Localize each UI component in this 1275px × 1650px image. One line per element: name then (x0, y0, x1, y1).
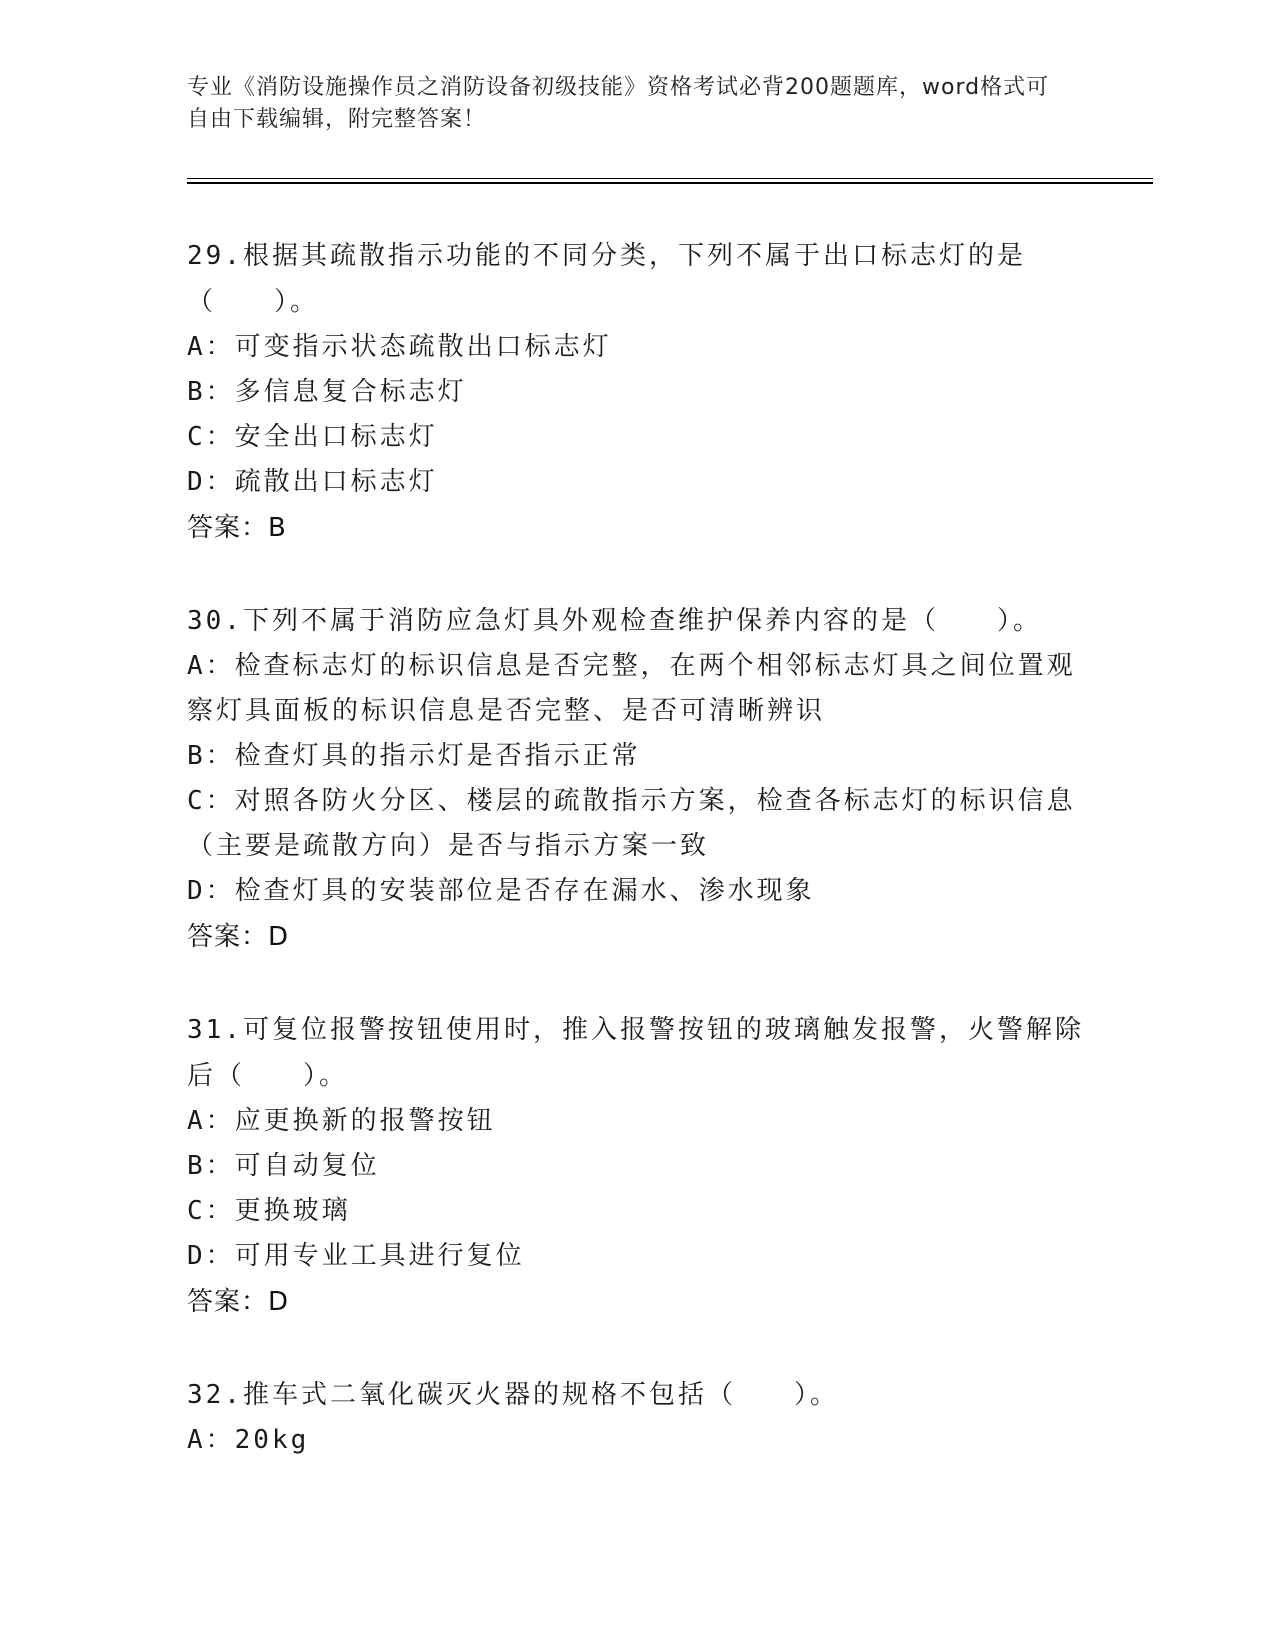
header-rule-top (187, 178, 1153, 179)
option-d: D：可用专业工具进行复位 (187, 1241, 525, 1271)
question-32 (187, 1372, 1087, 1463)
question-29 (187, 233, 1087, 551)
option-b: B：检查灯具的指示灯是否指示正常 (187, 741, 641, 771)
option-d: D：检查灯具的安装部位是否存在漏水、渗水现象 (187, 876, 815, 906)
question-stem: 31.可复位报警按钮使用时，推入报警按钮的玻璃触发报警，火警解除后（ ）。 (187, 1015, 1084, 1091)
header-rule-bottom (187, 182, 1153, 184)
answer: 答案：D (187, 922, 290, 952)
question-stem: 30.下列不属于消防应急灯具外观检查维护保养内容的是（ ）。 (187, 606, 1042, 636)
option-b: B：可自动复位 (187, 1151, 380, 1181)
question-31 (187, 1007, 1087, 1325)
question-30 (187, 598, 1087, 960)
option-c: C：对照各防火分区、楼层的疏散指示方案，检查各标志灯的标识信息（主要是疏散方向）是否与指示方案一致 (187, 786, 1076, 861)
document-header: 专业《消防设施操作员之消防设备初级技能》资格考试必背200题题库，word格式可自由下载编辑，附完整答案！ (187, 75, 1050, 132)
question-stem: 32.推车式二氧化碳灭火器的规格不包括（ ）。 (187, 1380, 839, 1410)
option-b: B：多信息复合标志灯 (187, 377, 467, 407)
option-a: A：20kg (187, 1425, 310, 1455)
option-c: C：更换玻璃 (187, 1196, 351, 1226)
answer: 答案：B (187, 513, 287, 543)
option-a: A：可变指示状态疏散出口标志灯 (187, 332, 612, 362)
option-d: D：疏散出口标志灯 (187, 467, 438, 497)
option-c: C：安全出口标志灯 (187, 422, 438, 452)
question-stem: 29.根据其疏散指示功能的不同分类，下列不属于出口标志灯的是（ ）。 (187, 241, 1026, 317)
option-a: A：应更换新的报警按钮 (187, 1106, 496, 1136)
option-a: A：检查标志灯的标识信息是否完整，在两个相邻标志灯具之间位置观察灯具面板的标识信息是否完整、是否可清晰辨识 (187, 651, 1076, 726)
answer: 答案：D (187, 1287, 290, 1317)
